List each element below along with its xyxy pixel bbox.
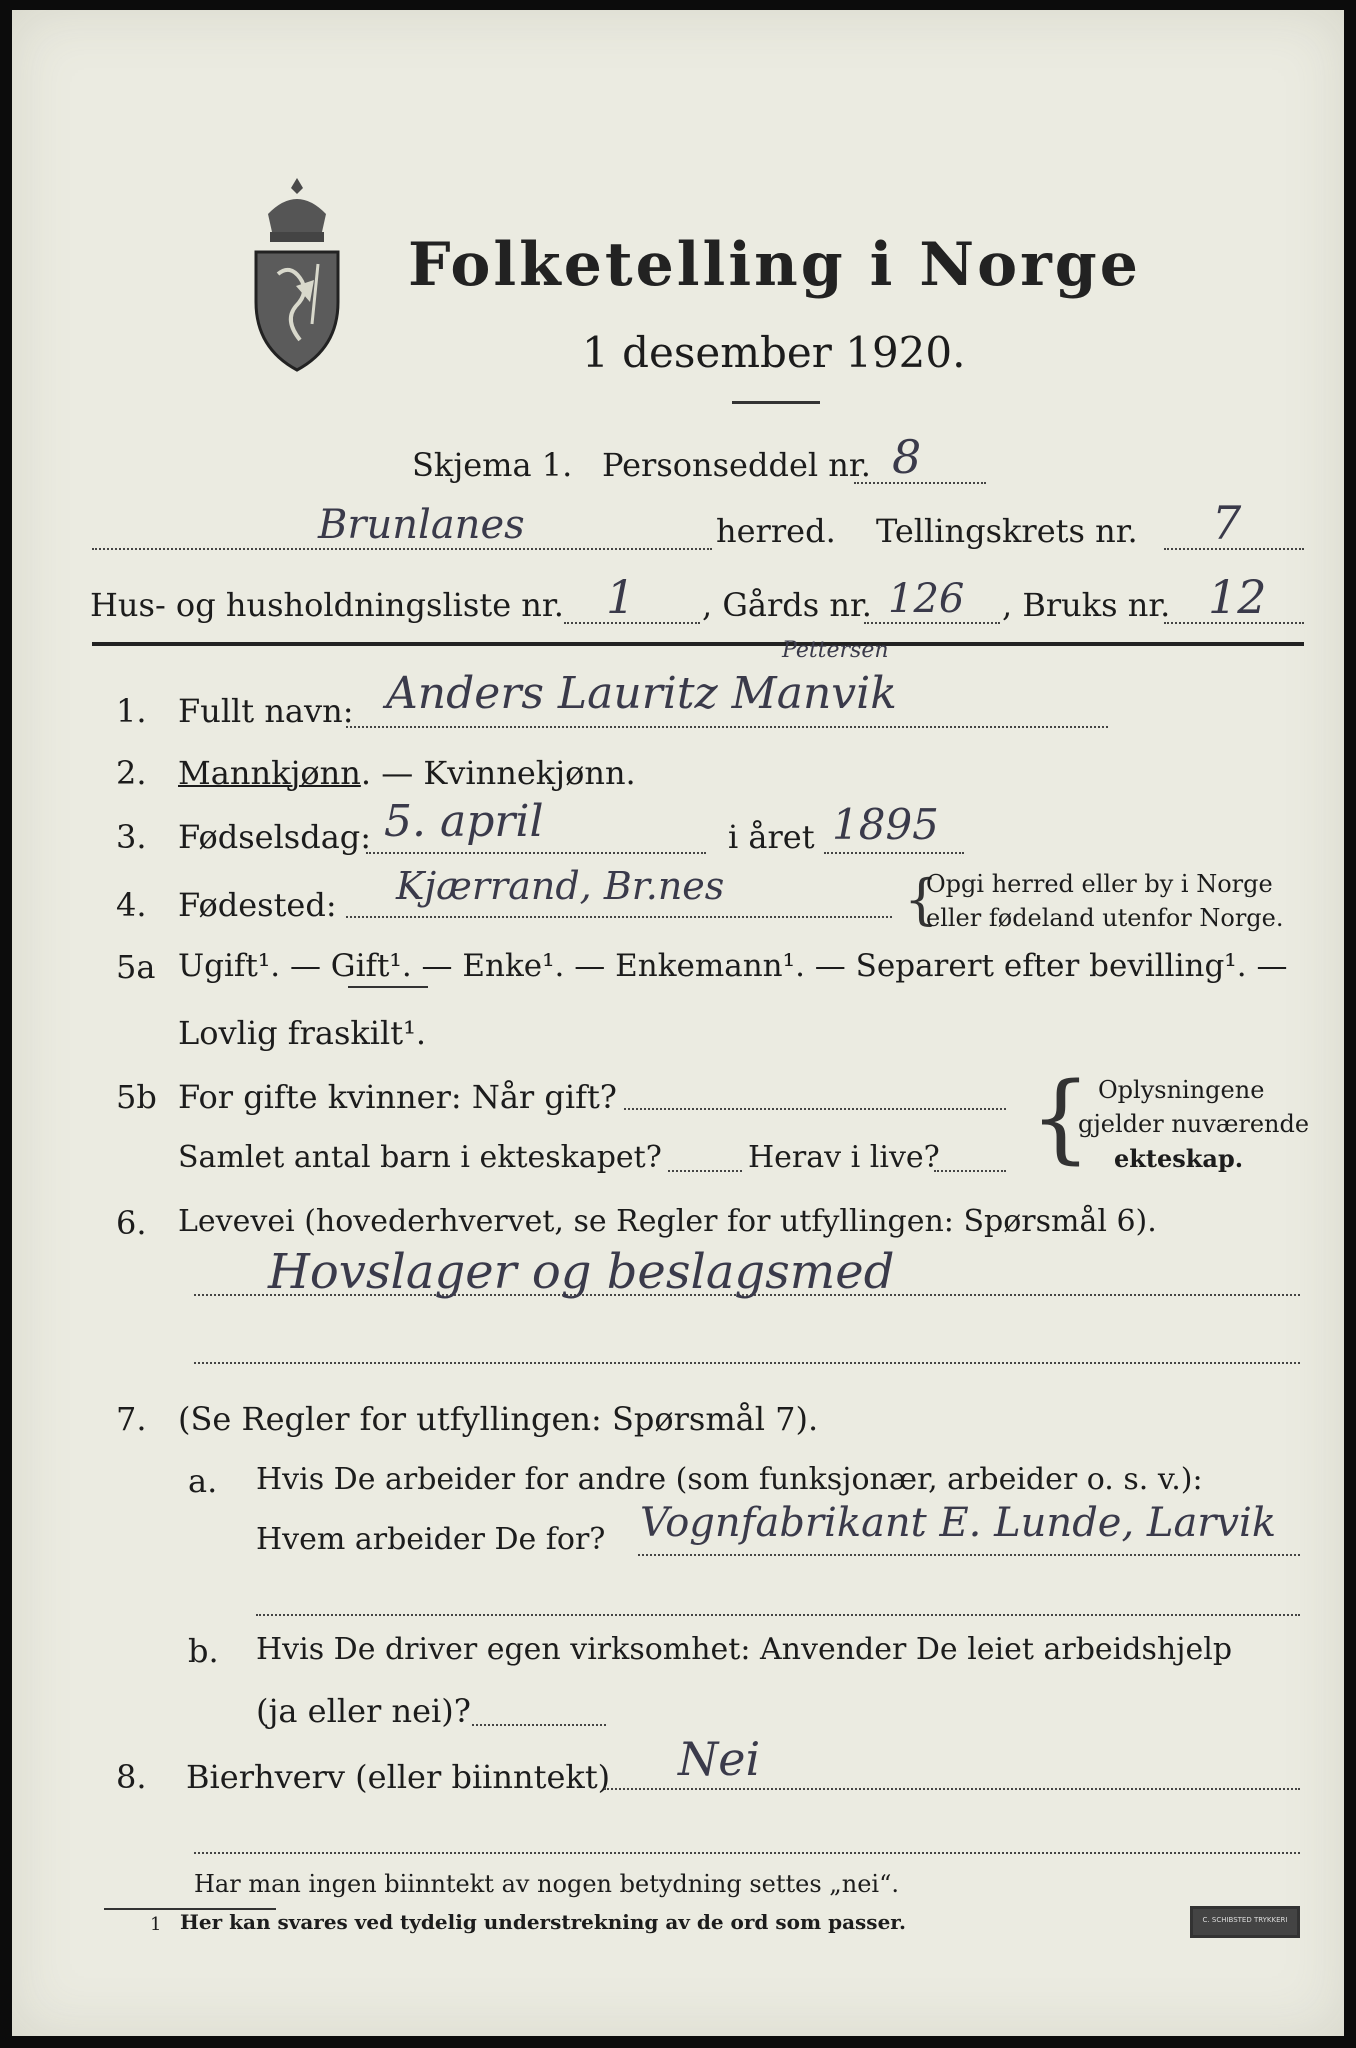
title-divider	[732, 401, 820, 404]
q5b-note-line2: gjelder nuværende	[1078, 1110, 1310, 1138]
q1-insertion: Pettersen	[782, 638, 889, 663]
q7-label: (Se Regler for utfyllingen: Spørsmål 7).	[178, 1400, 819, 1438]
q8-label: Bierhverv (eller biinntekt)	[186, 1758, 611, 1796]
q4-note-line1: Opgi herred eller by i Norge	[926, 870, 1273, 898]
q3-day-value: 5. april	[384, 796, 544, 847]
q5b-children-line[interactable]	[668, 1170, 742, 1172]
q7a-value: Vognfabrikant E. Lunde, Larvik	[640, 1500, 1277, 1546]
q8-line2[interactable]	[194, 1852, 1300, 1854]
husholdning-label: Hus- og husholdningsliste nr.	[90, 586, 564, 624]
q5b-brace: {	[1030, 1062, 1092, 1174]
q5b-married-line[interactable]	[624, 1108, 1006, 1110]
q4-number: 4.	[116, 886, 147, 924]
q3-number: 3.	[116, 818, 147, 856]
q2-female-option[interactable]: Kvinnekjønn	[423, 754, 626, 792]
q3-year-line[interactable]	[824, 852, 964, 854]
tellingskrets-value: 7	[1212, 496, 1242, 550]
gards-label: , Gårds nr.	[702, 586, 872, 624]
census-form	[12, 10, 1344, 2036]
q6-number: 6.	[116, 1204, 147, 1242]
q7a-label1: Hvis De arbeider for andre (som funksjonær, arbeider o. s. v.):	[256, 1462, 1203, 1497]
q1-label: Fullt navn:	[178, 692, 354, 730]
q3-label: Fødselsdag:	[178, 818, 372, 856]
q1-value: Anders Lauritz Manvik	[386, 668, 897, 719]
printer-mark	[1190, 1906, 1300, 1938]
q8-value: Nei	[678, 1732, 761, 1786]
q3-year-label: i året	[728, 818, 815, 856]
herred-line[interactable]	[92, 548, 712, 550]
coat-of-arms-icon	[248, 174, 346, 374]
q2-number: 2.	[116, 754, 147, 792]
q5b-label-alive: Herav i live?	[748, 1140, 940, 1175]
q7-number: 7.	[116, 1400, 147, 1438]
gards-line[interactable]	[864, 622, 1000, 624]
gift-underline	[348, 986, 428, 988]
q6-label: Levevei (hovederhvervet, se Regler for utfyllingen: Spørsmål 6).	[178, 1204, 1157, 1239]
q5b-label-children: Samlet antal barn i ekteskapet?	[178, 1140, 662, 1175]
q7a-letter: a.	[188, 1462, 218, 1500]
q8-line1[interactable]	[604, 1788, 1300, 1790]
q2-line-text: Mannkjønn. — Kvinnekjønn.	[178, 754, 636, 792]
herred-value: Brunlanes	[318, 502, 525, 548]
q5b-alive-line[interactable]	[934, 1170, 1006, 1172]
q4-note-line2: eller fødeland utenfor Norge.	[926, 904, 1284, 932]
printer-text: C. SCHIBSTED TRYKKERI	[1202, 1916, 1288, 1924]
q7a-label2: Hvem arbeider De for?	[256, 1522, 606, 1557]
q4-value: Kjærrand, Br.nes	[396, 864, 725, 908]
herred-label: herred.	[716, 512, 836, 550]
footnote-text: Her kan svares ved tydelig understrekning av de ord som passer.	[180, 1910, 906, 1934]
nei-note: Har man ingen biinntekt av nogen betydning settes „nei“.	[194, 1870, 899, 1898]
tellingskrets-label: Tellingskrets nr.	[876, 512, 1138, 550]
q1-line[interactable]	[346, 726, 1108, 728]
q5b-number: 5b	[116, 1078, 157, 1116]
q6-value: Hovslager og beslagsmed	[268, 1244, 895, 1300]
q5b-label-married: For gifte kvinner: Når gift?	[178, 1078, 617, 1116]
personseddel-label: Personseddel nr.	[602, 446, 871, 484]
bruks-label: , Bruks nr.	[1002, 586, 1171, 624]
q4-brace: {	[904, 868, 939, 931]
q7b-line[interactable]	[472, 1724, 606, 1726]
q4-label: Fødested:	[178, 886, 337, 924]
q1-number: 1.	[116, 692, 147, 730]
q7b-label1: Hvis De driver egen virksomhet: Anvender De leiet arbeidshjelp	[256, 1632, 1233, 1667]
q6-line2[interactable]	[194, 1362, 1300, 1364]
q7b-letter: b.	[188, 1632, 219, 1670]
q5a-options[interactable]: Ugift¹. — Gift¹. — Enke¹. — Enkemann¹. — Separert efter bevilling¹. —	[178, 948, 1288, 984]
q8-number: 8.	[116, 1758, 147, 1796]
q2-male-option[interactable]: Mannkjønn	[178, 754, 361, 792]
schema-label: Skjema 1.	[412, 446, 573, 484]
q3-year-value: 1895	[832, 800, 939, 849]
q3-day-line[interactable]	[366, 852, 706, 854]
q5b-note-line3: ekteskap.	[1114, 1144, 1244, 1173]
husholdning-value: 1	[606, 570, 636, 624]
census-date: 1 desember 1920.	[582, 328, 966, 377]
footnote-mark: 1	[150, 1914, 162, 1935]
q5a-number: 5a	[116, 948, 156, 986]
q7a-line1[interactable]	[638, 1554, 1300, 1556]
header-divider	[92, 642, 1304, 646]
q5b-note-line1: Oplysningene	[1098, 1076, 1265, 1104]
personseddel-value: 8	[892, 430, 922, 484]
q5a-options-cont[interactable]: Lovlig fraskilt¹.	[178, 1014, 427, 1052]
gards-value: 126	[888, 576, 965, 622]
q4-line[interactable]	[346, 916, 892, 918]
q7b-label2: (ja eller nei)?	[256, 1692, 471, 1730]
q7a-line2[interactable]	[256, 1614, 1300, 1616]
bruks-value: 12	[1208, 570, 1267, 624]
form-title: Folketelling i Norge	[408, 230, 1141, 300]
